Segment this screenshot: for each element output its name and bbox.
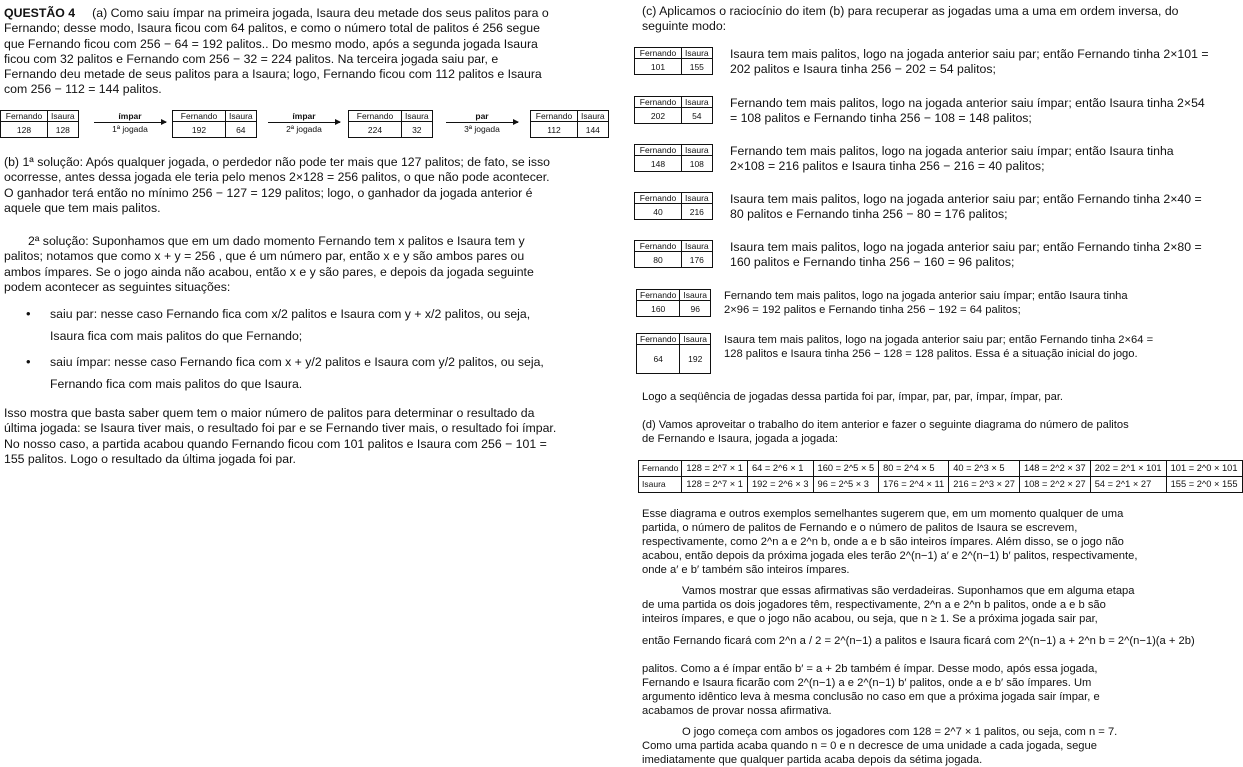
step-2-text: Fernando tem mais palitos, logo na jogada anterior saiu ímpar; então Isaura tinha 2×54 = 108 palitos e Fernando tinha 256 − 108 = 148 palitos; [730,96,1205,126]
step-4-text: Isaura tem mais palitos, logo na jogada anterior saiu par; então Fernando tinha 2×40 = 80 palitos e Fernando tinha 256 − 80 = 176 palitos; [730,192,1202,222]
part-b-solution-1: (b) 1ª solução: Após qualquer jogada, o perdedor não pode ter mais que 127 palitos; de fato, se isso ocorresse, antes dessa jogada ele teria pelo menos 2×128 = 256 palitos, o que não pode acontecer. O ganhador terá então no mínimo 256 − 127 = 129 palitos; logo, o ganhador da jogada anterior é aquele que tem mais palitos. [4,155,550,215]
flow-state-1 [0,110,79,138]
isaura-value: 128 [48,122,79,138]
header-isaura: Isaura [48,111,79,122]
step-3-text: Fernando tem mais palitos, logo na jogada anterior saiu ímpar; então Isaura tinha 2×108 = 216 palitos e Isaura tinha 256 − 216 = 40 palitos; [730,144,1174,174]
part-d-intro: (d) Vamos aproveitar o trabalho do item anterior e fazer o seguinte diagrama do número de palitos de Fernando e Isaura, jogada a jogada: [642,419,1129,445]
step-7-text: Isaura tem mais palitos, logo na jogada anterior saiu par; então Fernando tinha 2×64 = 128 palitos e Isaura tinha 256 − 128 = 128 palitos. Essa é a situação inicial do jogo. [724,334,1154,360]
part-d-paragraph-4: palitos. Como a é ímpar então b′ = a + 2b também é ímpar. Desse modo, após essa jogada, Fernando e Isaura ficarão com 2^(n−1) a e 2^(n−1) b′ palitos, onde a e b′ são ímpares. Um argumento idêntico leva à mesma conclusão no caso em que a próxima jogada sair ímpar, e acabamos de provar nossa afirmativa. [642,663,1100,717]
flow-arrow-2: ímpar 2ª jogada [268,111,340,134]
step-6-text: Fernando tem mais palitos, logo na jogada anterior saiu ímpar; então Isaura tinha 2×96 = 192 palitos e Fernando tinha 256 − 192 = 64 palitos; [724,290,1128,316]
step-5: Fernando Isaura 80 176 Isaura tem mais palitos, logo na jogada anterior saiu par; então Fernando tinha 2×80 = 160 palitos e Fernando tinha 256 − 160 = 96 palitos; [642,240,1217,280]
part-d-paragraph-3: então Fernando ficará com 2^n a / 2 = 2^(n−1) a palitos e Isaura ficará com 2^(n−1) a + 2^n b = 2^(n−1)(a + 2b) [642,635,1195,647]
part-d-paragraph-2: Vamos mostrar que essas afirmativas são verdadeiras. Suponhamos que em alguma etapa de uma partida os dois jogadores têm, respectivamente, 2^n a e 2^n b palitos, onde a e b são inteiros ímpares, e que o jogo não acabou, ou seja, que n ≥ 1. Se a próxima jogada sair par, [642,585,1135,625]
bullet-impar: • saiu ímpar: nesse caso Fernando fica com x + y/2 palitos e Isaura com y/2 palitos, ou seja, Fernando fica com mais palitos do que Isaura. [4,351,556,395]
part-a-text: (a) Como saiu ímpar na primeira jogada, Isaura deu metade dos seus palitos para o Fernando; desse modo, Isaura ficou com 64 palitos, e como o número total de palitos é 256 segue que Fernando ficou com 256 − 64 = 192 palitos.. Do mesmo modo, após a segunda jogada Isaura ficou com 32 palitos e Fernando com 256 − 32 = 224 palitos. Na terceira jogada saiu par, e Fernando deu metade de seus palitos para a Isaura; logo, Fernando ficou com 112 palitos e Isaura com 256 − 112 = 144 palitos. [4,6,549,97]
flow-state-3: Fernando Isaura 224 32 [348,110,433,138]
flow-arrow-3: par 3ª jogada [446,111,518,134]
bullet-list [4,303,556,395]
step-5-text: Isaura tem mais palitos, logo na jogada anterior saiu par; então Fernando tinha 2×80 = 160 palitos e Fernando tinha 256 − 160 = 96 palitos; [730,240,1202,270]
step-3: Fernando Isaura 148 108 Fernando tem mais palitos, logo na jogada anterior saiu ímpar; então Isaura tinha 2×108 = 216 palitos e Isaura tinha 256 − 216 = 40 palitos; [642,144,1217,184]
step-7: Fernando Isaura 64 192 Isaura tem mais palitos, logo na jogada anterior saiu par; então Fernando tinha 2×64 = 128 palitos e Isaura tinha 256 − 128 = 128 palitos. Essa é a situação inicial do jogo. [642,333,1217,377]
part-d-paragraph-1: Esse diagrama e outros exemplos semelhantes sugerem que, em um momento qualquer de uma partida, o número de palitos de Fernando e o número de palitos de Isaura se escrevem, respectivamente, como 2^n a e 2^n b, onde a e b são inteiros ímpares. Além disso, se o jogo não acabou, então depois da próxima jogada eles terão 2^(n−1) a′ e 2^(n−1) b′ palitos, respectivamente, onde a′ e b′ também são inteiros ímpares. [642,508,1138,576]
step-6: Fernando Isaura 160 96 Fernando tem mais palitos, logo na jogada anterior saiu ímpar; então Isaura tinha 2×96 = 192 palitos e Fernando tinha 256 − 192 = 64 palitos; [642,289,1217,329]
diagram-table [638,460,1243,493]
part-c-intro: (c) Aplicamos o raciocínio do item (b) para recuperar as jogadas uma a uma em ordem inversa, do seguinte modo: [642,4,1179,34]
step-4: Fernando Isaura 40 216 Isaura tem mais palitos, logo na jogada anterior saiu par; então Fernando tinha 2×40 = 80 palitos e Fernando tinha 256 − 80 = 176 palitos; [642,192,1217,232]
part-b-conclusion: Isso mostra que basta saber quem tem o maior número de palitos para determinar o resultado da última jogada: se Isaura tiver mais, o resultado foi par e se Fernando tiver mais, o resultado foi ímpar. No nosso caso, a partida acabou quando Fernando ficou com 101 palitos e Isaura com 256 − 101 = 155 palitos. Logo o resultado da última jogada foi par. [4,406,557,466]
flow-state-2: Fernando Isaura 192 64 [172,110,257,138]
step-1-text: Isaura tem mais palitos, logo na jogada anterior saiu par; então Fernando tinha 2×101 = 202 palitos e Isaura tinha 256 − 202 = 54 palitos; [730,47,1209,77]
header-fernando: Fernando [1,111,48,122]
flow-arrow-1: ímpar 1ª jogada [94,111,166,134]
part-d-paragraph-5: O jogo começa com ambos os jogadores com 128 = 2^7 × 1 palitos, ou seja, com n = 7. Como uma partida acaba quando n = 0 e n decresce de uma unidade a cada jogada, segue imediatamente que qualquer partida acaba depois da sétima jogada. [642,726,1118,766]
fernando-value: 128 [1,122,48,138]
bullet-par: • saiu par: nesse caso Fernando fica com x/2 palitos e Isaura com y + x/2 palitos, ou seja, Isaura fica com mais palitos do que Fernando; [4,303,556,347]
part-b-solution-2: 2ª solução: Suponhamos que em um dado momento Fernando tem x palitos e Isaura tem y palitos; notamos que como x + y = 256 , que é um número par, então x e y são ambos pares ou ambos ímpares. Se o jogo ainda não acabou, então x e y são pares, e depois da jogada seguinte podem acontecer as seguintes situações: [4,234,534,294]
diagram-row-isaura: Isaura 128 = 2^7 × 1 192 = 2^6 × 3 96 = 2^5 × 3 176 = 2^4 × 11 216 = 2^3 × 27 108 = 2^2 × 27 54 = 2^1 × 27 155 = 2^0 × 155 [639,477,1243,493]
step-2: Fernando Isaura 202 54 Fernando tem mais palitos, logo na jogada anterior saiu ímpar; então Isaura tinha 2×54 = 108 palitos e Fernando tinha 256 − 108 = 148 palitos; [642,96,1217,136]
sequence-summary: Logo a seqüência de jogadas dessa partida foi par, ímpar, par, par, ímpar, ímpar, par. [642,391,1064,403]
step-1: Fernando Isaura 101 155 Isaura tem mais palitos, logo na jogada anterior saiu par; então Fernando tinha 2×101 = 202 palitos e Isaura tinha 256 − 202 = 54 palitos; [642,47,1217,87]
part-a-paragraph [4,6,549,98]
diagram-row-fernando: Fernando 128 = 2^7 × 1 64 = 2^6 × 1 160 = 2^5 × 5 80 = 2^4 × 5 40 = 2^3 × 5 148 = 2^2 × 37 202 = 2^1 × 101 101 = 2^0 × 101 [639,461,1243,477]
flow-state-4: Fernando Isaura 112 144 [530,110,609,138]
question-title: QUESTÃO 4 [4,6,76,20]
flow-diagram [0,110,615,138]
